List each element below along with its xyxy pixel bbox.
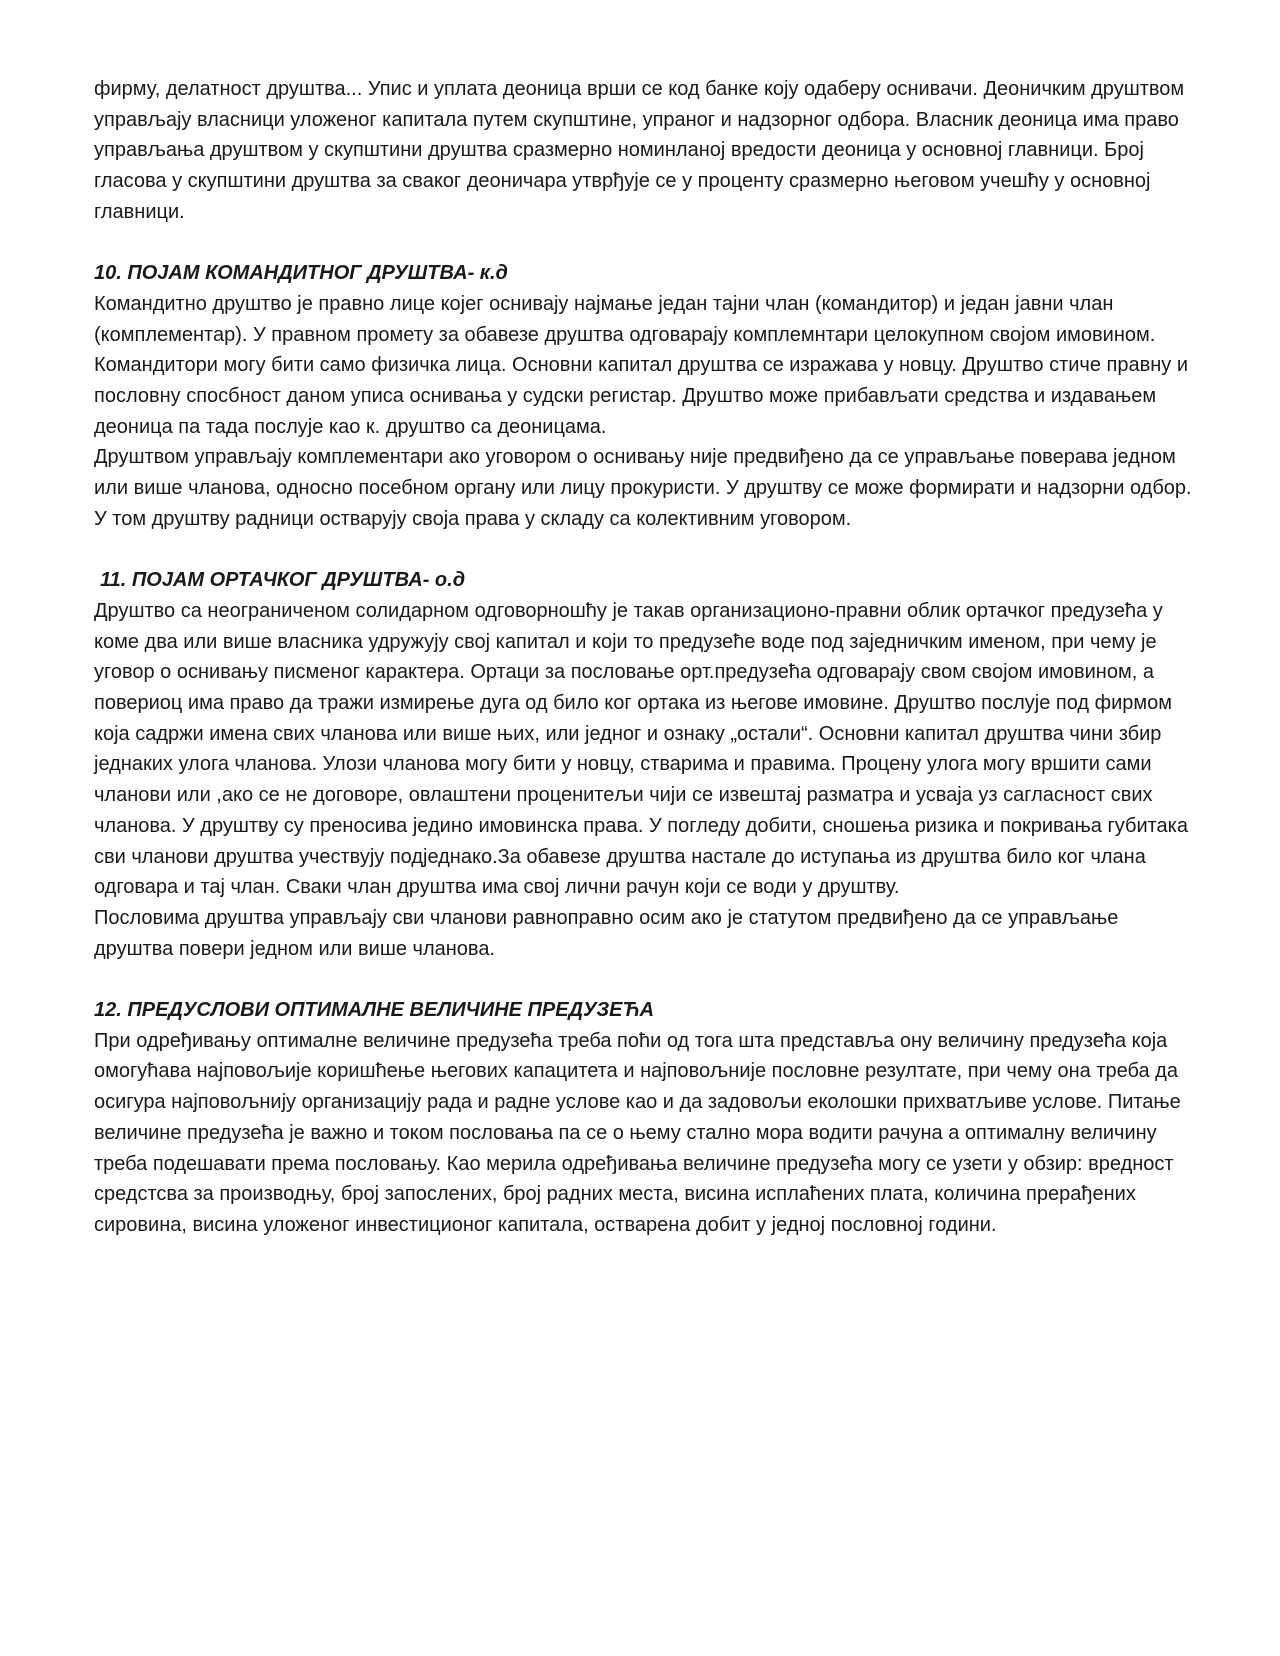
section-10 <box>94 258 1200 534</box>
section-heading: 10. ПОЈАМ КОМАНДИТНОГ ДРУШТВА- к.д <box>94 262 508 285</box>
intro-paragraph: фирму, делатност друштва... Упис и уплата деоница врши се код банке коју одаберу оснивачи. Деоничким друштвом управљају власници уложеног капитала путем скупштине, упраног и надзорног одбора. Власник деоница има право управљања друштвом у скупштини друштва сразмерно номинланој вредости деоница у основној главници. Број гласова у скупштини друштва за сваког деоничара утврђује се у проценту сразмерно његовом учешћу у основној главници. <box>94 78 1185 223</box>
section-paragraph: Друштвом управљају комплементари ако уговором о оснивању није предвиђено да се управљање поверава једном или више чланова, односно посебном органу или лицу прокуристи. У друштву се може формирати и надзорни одбор. У том друштву радници остварују своја права у складу са колективним уговором. <box>94 446 1192 530</box>
section-11 <box>94 565 1200 964</box>
section-paragraph: При одређивању оптималне величине предузећа треба поћи од тога шта представља ону величину предузећа која омогућава најповољије коришћење његових капацитета и најповољније пословне резултате, при чему она треба да осигура најповољнију организацију рада и радне услове као и да задовољи еколошки прихватљиве услове. Питање величине предузећа је важно и током пословања па се о њему стално мора водити рачуна а оптималну величину треба подешавати према пословању. Као мерила одређивања величине предузећа могу се узети у обзир: вредност средстсва за производњу, број запослених, број радних места, висина исплаћених плата, количина прерађених сировина, висина уложеног инвестиционог капитала, остварена добит у једној пословној години. <box>94 1029 1181 1236</box>
section-heading: 12. ПРЕДУСЛОВИ ОПТИМАЛНЕ ВЕЛИЧИНЕ ПРЕДУЗЕЋА <box>94 999 655 1022</box>
section-heading: 11. ПОЈАМ ОРТАЧКОГ ДРУШТВА- о.д <box>100 569 466 592</box>
section-paragraph: Пословима друштва управљају сви чланови равноправно осим ако је статутом предвиђено да се управљање друштва повери једном или више чланова. <box>94 906 1119 960</box>
section-paragraph: Друштво са неограниченом солидарном одговорношћу је такав организационо-правни облик ортачког предузећа у коме два или више власника удружују свој капитал и који то предузеће воде под заједничким именом, при чему је уговор о оснивању писменог карактера. Ортаци за пословање орт.предузећа одговарају свом својом имовином, а повериоц има право да тражи измирење дуга од било ког ортака из његове имовине. Друштво послује под фирмом која садржи имена свих чланова или више њих, или једног и ознаку „остали“. Основни капитал друштва чини збир једнаких улога чланова. Улози чланова могу бити у новцу, стварима и правима. Процену улога могу вршити сами чланови или ,ако се не договоре, овлаштени проценитељи чији се извештај разматра и усваја уз сагласност свих чланова. У друштву су преносива једино имовинска права. У погледу добити, сношења ризика и покривања губитака сви чланови друштва учествују подједнако.За обавезе друштва настале до иступања из друштва било ког члана одговара и тај члан. Сваки члан друштва има свој лични рачун који се води у друштву. <box>94 599 1188 899</box>
section-12 <box>94 995 1200 1241</box>
section-paragraph: Командитно друштво је правно лице којег оснивају најмање један тајни члан (командитор) и један јавни члан (комплементар). У правном промету за обавезе друштва одговарају комплемнтари целокупном својом имовином. Командитори могу бити само физичка лица. Основни капитал друштва се изражава у новцу. Друштво стиче правну и пословну спосбност даном уписа оснивања у судски регистар. Друштво може прибављати средства и издавањем деоница па тада послује као к. друштво са деоницама. <box>94 292 1189 438</box>
